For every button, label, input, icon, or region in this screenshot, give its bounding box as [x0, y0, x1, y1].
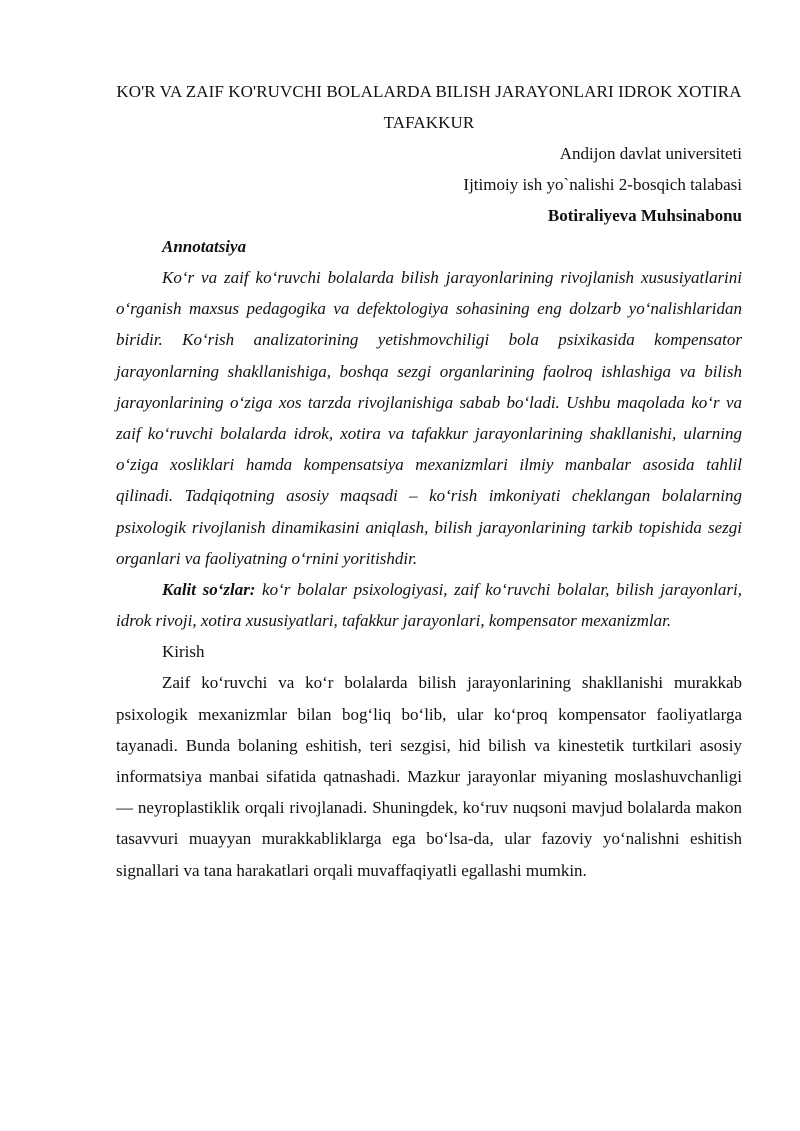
intro-text: Zaif ko‘ruvchi va ko‘r bolalarda bilish jarayonlarining shakllanishi murakkab psixologik mexanizmlar bilan bog‘liq bo‘lib, ular ko‘proq kompensator faoliyatlarga tayanadi. Bunda bolaning eshitish, teri sezgisi, hid bilish va kinestetik turtkilari asosiy informatsiya manbai sifatida qatnashadi. Mazkur jarayonlar miyaning moslashuvchanligi — neyroplastiklik orqali rivojlanadi. Shuningdek, ko‘ruv nuqsoni mavjud bolalarda makon tasavvuri muayyan murakkabliklarga ega bo‘lsa-da, ular fazoviy yo‘nalishni eshitish signallari va tana harakatlari orqali muvaffaqiyatli egallashi mumkin. — [116, 673, 742, 880]
author-name: Botiraliyeva Muhsinabonu — [547, 206, 742, 225]
author-position: Ijtimoiy ish yo`nalishi 2-bosqich talabasi — [463, 175, 742, 194]
author-affiliation: Andijon davlat universiteti — [559, 144, 742, 163]
abstract-text: Ko‘r va zaif ko‘ruvchi bolalarda bilish jarayonlarining rivojlanish xususiyatlarini o‘rganish maxsus pedagogika va defektologiya sohasining eng dolzarb yo‘nalishlaridan biridir. Ko‘rish analizatorining yetishmovchiligi bola psixikasida kompensator jarayonlarning shakllanishiga, boshqa sezgi organlarining faolroq ishlashiga va bilish jarayonlarining o‘ziga xos tarzda rivojlanishiga sabab bo‘ladi. Ushbu maqolada ko‘r va zaif ko‘ruvchi bolalarda idrok, xotira va tafakkur jarayonlarining shakllanishi, ularning o‘ziga xosliklari hamda kompensatsiya mexanizmlari ilmiy manbalar asosida tahlil qilinadi. Tadqiqotning asosiy maqsadi – ko‘rish imkoniyati cheklangan bolalarning psixologik rivojlanish dinamikasini aniqlash, bilish jarayonlarining tarkib topishida sezgi organlari va faoliyatning o‘rnini yoritishdir. — [116, 268, 742, 568]
keywords-text: ko‘r bolalar psixologiyasi, zaif ko‘ruvchi bolalar, bilish jarayonlari, idrok rivoji, xotira xususiyatlari, tafakkur jarayonlari, kompensator mexanizmlar. — [116, 580, 742, 631]
intro-heading: Kirish — [162, 642, 205, 662]
article-title: KO'R VA ZAIF KO'RUVCHI BOLALARDA BILISH JARAYONLARI IDROK XOTIRA TAFAKKUR — [116, 82, 742, 132]
keywords-paragraph — [116, 574, 742, 636]
abstract-heading: Annotatsiya — [162, 237, 247, 256]
keywords-label: Kalit so‘zlar: — [162, 580, 256, 600]
